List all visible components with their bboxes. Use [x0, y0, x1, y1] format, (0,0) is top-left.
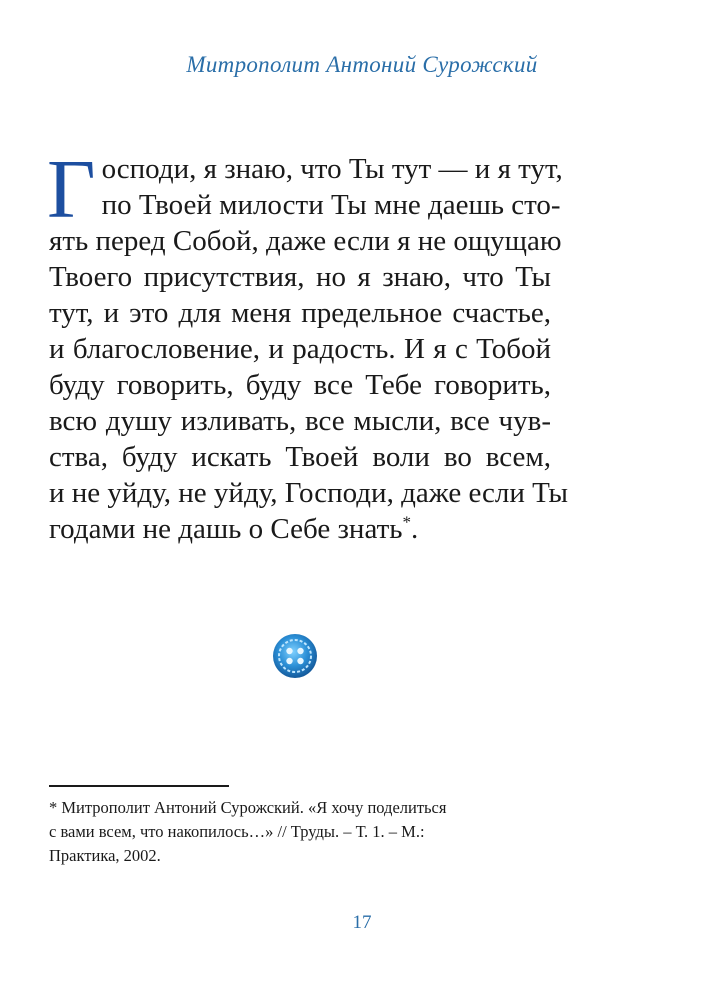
footnote	[49, 796, 519, 868]
prayer-line: и благословение, и радость. И я с Тобой	[49, 333, 551, 365]
prayer-line: ять перед Собой, даже если я не ощущаю	[49, 225, 562, 257]
prayer-line: всю душу изливать, все мысли, все чув-	[49, 405, 551, 437]
prayer-text	[47, 143, 568, 547]
prayer-line: и не уйду, не уйду, Господи, даже если Ты	[49, 477, 568, 509]
running-head: Митрополит Антоний Сурожский	[186, 52, 538, 77]
prayer-last-line	[49, 511, 551, 547]
prayer-line: Твоего присутствия, но я знаю, что Ты	[49, 261, 551, 293]
footnote-reference: *	[402, 512, 411, 532]
footnote-divider	[49, 785, 229, 787]
prayer-line: буду говорить, буду все Тебе говорить,	[49, 369, 551, 401]
prayer-line: ства, буду искать Твоей воли во всем,	[49, 441, 551, 473]
page-number: 17	[352, 912, 372, 933]
prayer-line: осподи, я знаю, что Ты тут — и я тут,	[101, 153, 563, 185]
footnote-line: с вами всем, что накопилось…» // Труды. – Т. 1. – М.:	[49, 822, 425, 841]
footnote-line: * Митрополит Антоний Сурожский. «Я хочу поделиться	[49, 798, 447, 817]
drop-cap: Г	[47, 143, 96, 236]
final-punctuation: .	[410, 513, 419, 545]
blue-button-ornament-icon	[271, 632, 319, 680]
footnote-line: Практика, 2002.	[49, 846, 161, 865]
prayer-line: по Твоей милости Ты мне даешь сто-	[101, 189, 561, 221]
prayer-line: тут, и это для меня предельное счастье,	[49, 297, 551, 329]
prayer-line-text: годами не дашь о Себе знать	[49, 513, 403, 545]
